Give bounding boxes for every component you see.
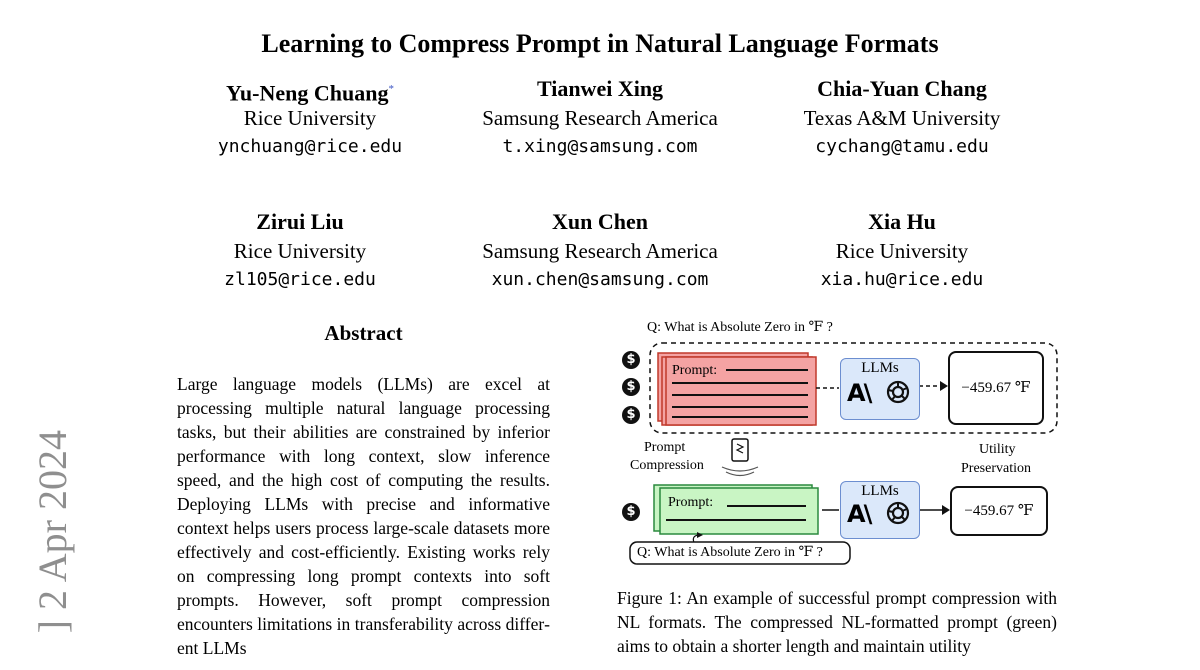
abstract-heading: Abstract bbox=[324, 321, 403, 345]
output-value: −459.67 ℉ bbox=[961, 380, 1031, 396]
utility-label: Utility bbox=[979, 442, 1016, 457]
author-affiliation: Rice University bbox=[243, 106, 377, 130]
dollar-icon: $ bbox=[622, 351, 640, 369]
author-email: xun.chen@samsung.com bbox=[491, 269, 709, 290]
compression-wave bbox=[726, 472, 754, 476]
dollar-icon: $ bbox=[622, 503, 640, 521]
author-name: Xun Chen bbox=[552, 209, 648, 234]
llm-box bbox=[840, 481, 920, 539]
author-email: ynchuang@rice.edu bbox=[217, 136, 403, 157]
author-block bbox=[450, 74, 750, 161]
llm-label: LLMs bbox=[861, 483, 899, 499]
author-block bbox=[450, 207, 750, 294]
question-text: Q: What is Absolute Zero in ℉ ? bbox=[647, 320, 833, 335]
author-block bbox=[150, 207, 450, 294]
author-name: Xia Hu bbox=[868, 209, 936, 234]
anthropic-logo-icon: A\ bbox=[847, 500, 871, 528]
compression-icon bbox=[732, 439, 748, 461]
compression-label: Prompt bbox=[644, 440, 686, 455]
output-box bbox=[948, 351, 1044, 425]
llm-box bbox=[840, 358, 920, 420]
author-affiliation: Rice University bbox=[835, 239, 969, 263]
arxiv-stamp-text: ] 2 Apr 2024 bbox=[30, 430, 75, 634]
openai-logo-icon bbox=[885, 500, 911, 526]
prompt-label: Prompt: bbox=[668, 495, 714, 510]
figure-1 bbox=[610, 313, 1070, 573]
affiliation-footnote-mark: * bbox=[388, 83, 394, 95]
dollar-icon: $ bbox=[622, 406, 640, 424]
author-block bbox=[752, 207, 1052, 294]
author-email: zl105@rice.edu bbox=[224, 269, 376, 290]
author-block bbox=[160, 74, 460, 161]
author-affiliation: Samsung Research America bbox=[482, 106, 718, 130]
llm-label: LLMs bbox=[861, 360, 899, 376]
paper-title: Learning to Compress Prompt in Natural Language Formats bbox=[261, 29, 939, 58]
openai-logo-icon bbox=[885, 379, 911, 405]
question-text: Q: What is Absolute Zero in ℉ ? bbox=[637, 545, 823, 560]
author-email: cychang@tamu.edu bbox=[815, 136, 989, 157]
output-box bbox=[950, 486, 1048, 536]
anthropic-logo-icon: A\ bbox=[847, 379, 871, 407]
figure-caption: Figure 1: An example of successful prompt compression with NL formats. The compressed NL-formatted prompt (green) aims to obtain a shorter length and maintain utility bbox=[617, 588, 1057, 656]
prompt-label: Prompt: bbox=[672, 363, 718, 378]
arrow-head bbox=[940, 381, 948, 391]
author-name: Chia-Yuan Chang bbox=[817, 76, 987, 101]
author-email: t.xing@samsung.com bbox=[502, 136, 698, 157]
author-name: Zirui Liu bbox=[256, 209, 344, 234]
author-affiliation: Samsung Research America bbox=[482, 239, 718, 263]
dollar-icon: $ bbox=[622, 378, 640, 396]
arxiv-stamp bbox=[28, 430, 78, 670]
utility-label: Preservation bbox=[961, 461, 1031, 476]
abstract-text: Large language models (LLMs) are excel at processing multiple natural language processing tasks, but their abilities are constrained by inferior performance with long context, slow inference speed, and the high cost of computing the results. Deploying LLMs with precise and informative context helps users process large-scale datasets more effectively and cost-efficiently. Existing works rely on compressing long prompt contexts into soft prompts. However, soft prompt compression encounters limitations in transferability across different LLMs bbox=[177, 374, 550, 658]
arrow-head bbox=[942, 505, 950, 515]
author-affiliation: Texas A&M University bbox=[803, 106, 1001, 130]
author-name: Yu-Neng Chuang* bbox=[226, 80, 394, 106]
author-block bbox=[752, 74, 1052, 161]
compression-label: Compression bbox=[630, 458, 704, 473]
compression-wave bbox=[722, 467, 758, 471]
author-email: xia.hu@rice.edu bbox=[820, 269, 984, 290]
output-value: −459.67 ℉ bbox=[964, 503, 1034, 519]
author-name: Tianwei Xing bbox=[536, 76, 664, 101]
author-affiliation: Rice University bbox=[233, 239, 367, 263]
